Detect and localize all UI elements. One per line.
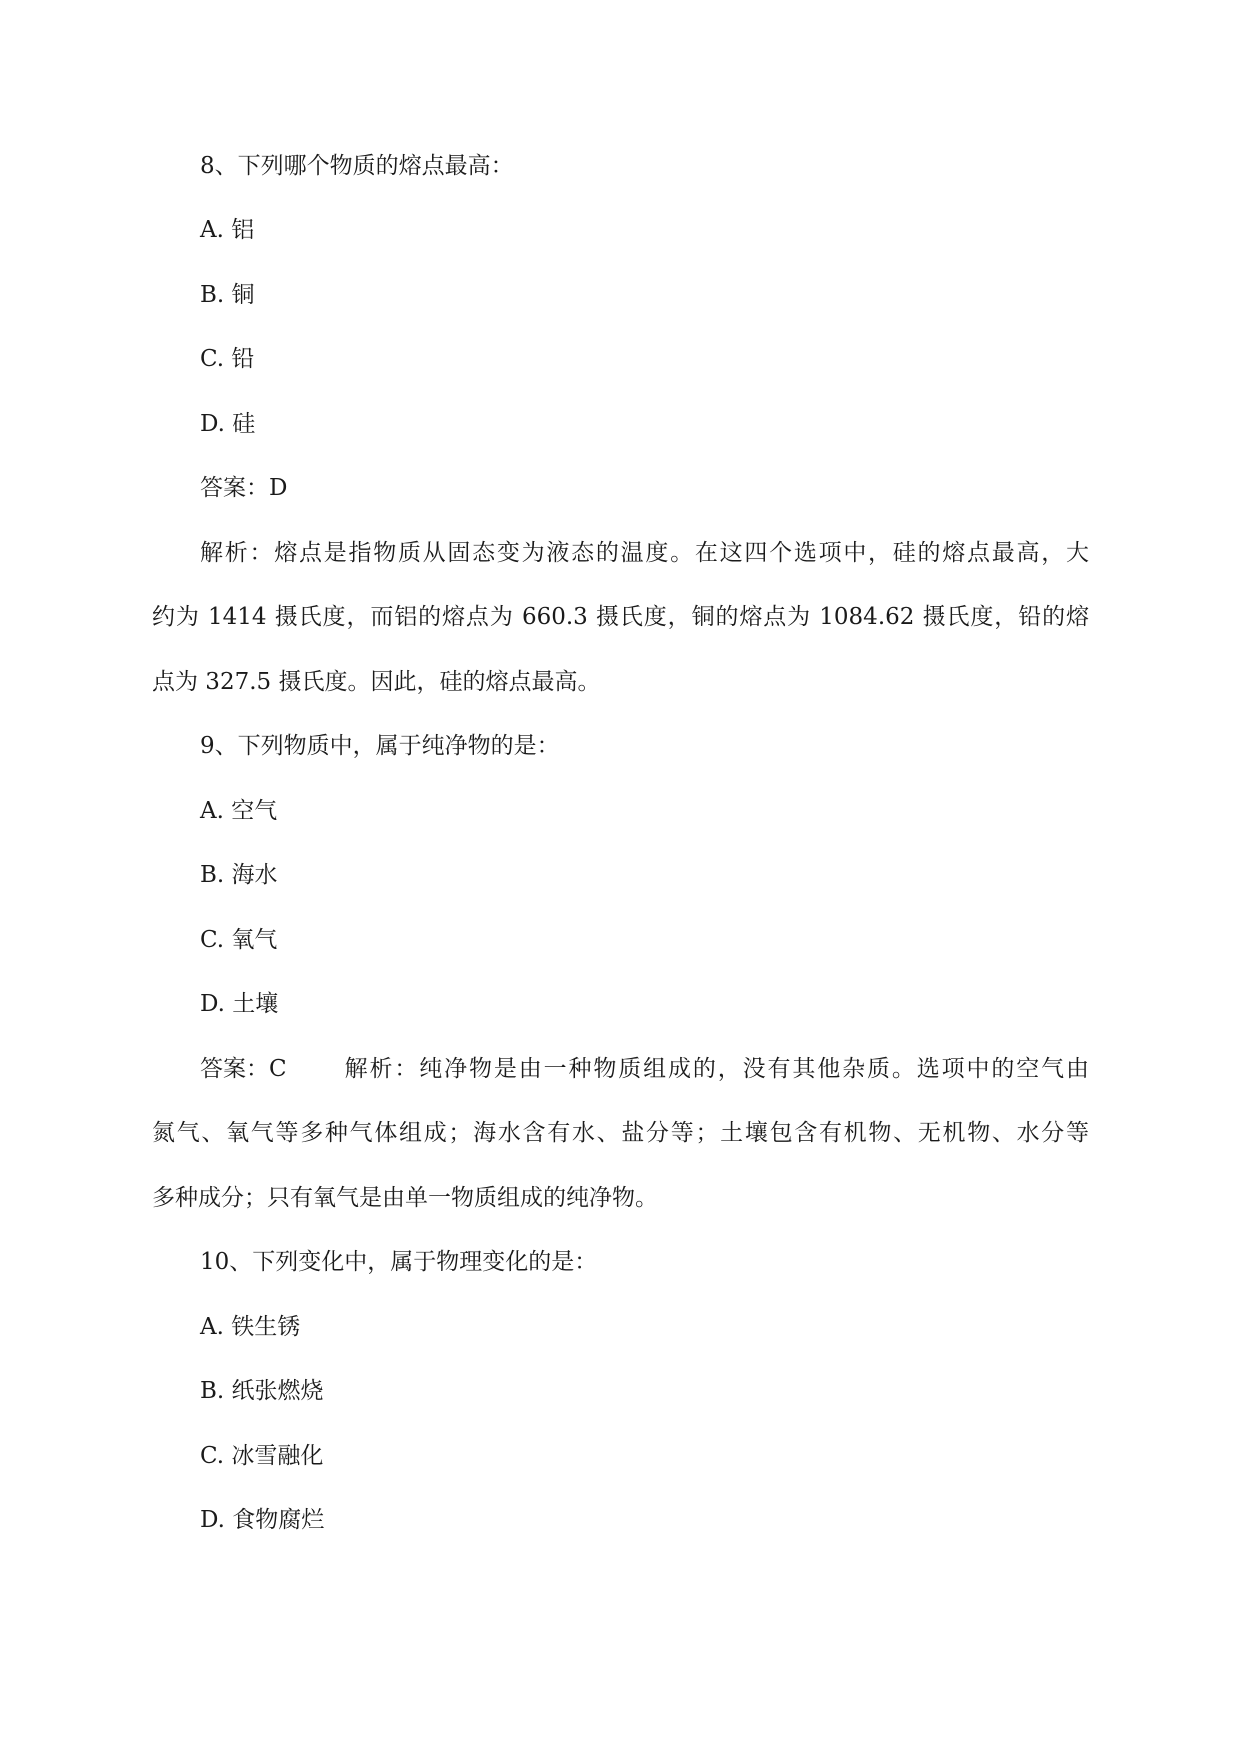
question-9-analysis-line-1: 解析：纯净物是由一种物质组成的，没有其他杂质。选项中的空气由 <box>344 1056 1089 1082</box>
spacer <box>287 1053 345 1085</box>
question-10-option-c: C. 冰雪融化 <box>200 1443 324 1469</box>
question-8-option-b: B. 铜 <box>200 282 255 308</box>
question-9-stem: 9、下列物质中，属于纯净物的是： <box>200 733 560 759</box>
question-10-option-d: D. 食物腐烂 <box>200 1507 325 1533</box>
question-9-analysis-line-2: 氮气、氧气等多种气体组成；海水含有水、盐分等；土壤包含有机物、无机物、水分等 <box>152 1120 1089 1146</box>
question-9-answer: 答案：C <box>200 1056 287 1082</box>
question-8-option-c: C. 铅 <box>200 346 255 372</box>
question-9-option-b: B. 海水 <box>200 862 278 888</box>
question-8-answer: 答案：D <box>200 475 288 501</box>
question-8-option-a: A. 铝 <box>200 217 255 243</box>
question-8-analysis-line-1: 解析：熔点是指物质从固态变为液态的温度。在这四个选项中，硅的熔点最高，大 <box>200 540 1089 566</box>
question-8-analysis-line-3: 点为 327.5 摄氏度。因此，硅的熔点最高。 <box>152 669 601 695</box>
question-9-analysis-line-3: 多种成分；只有氧气是由单一物质组成的纯净物。 <box>152 1185 658 1211</box>
question-8-stem: 8、下列哪个物质的熔点最高： <box>200 153 514 179</box>
question-10-option-a: A. 铁生锈 <box>200 1314 301 1340</box>
question-9-option-a: A. 空气 <box>200 798 278 824</box>
question-10-option-b: B. 纸张燃烧 <box>200 1378 324 1404</box>
question-10-stem: 10、下列变化中，属于物理变化的是： <box>200 1249 598 1275</box>
question-9-answer-analysis-line <box>200 1053 1089 1085</box>
question-8-option-d: D. 硅 <box>200 411 256 437</box>
question-9-option-c: C. 氧气 <box>200 927 278 953</box>
question-8-analysis-line-2: 约为 1414 摄氏度，而铝的熔点为 660.3 摄氏度，铜的熔点为 1084.62 摄氏度，铅的熔 <box>152 604 1089 630</box>
question-9-option-d: D. 土壤 <box>200 991 279 1017</box>
